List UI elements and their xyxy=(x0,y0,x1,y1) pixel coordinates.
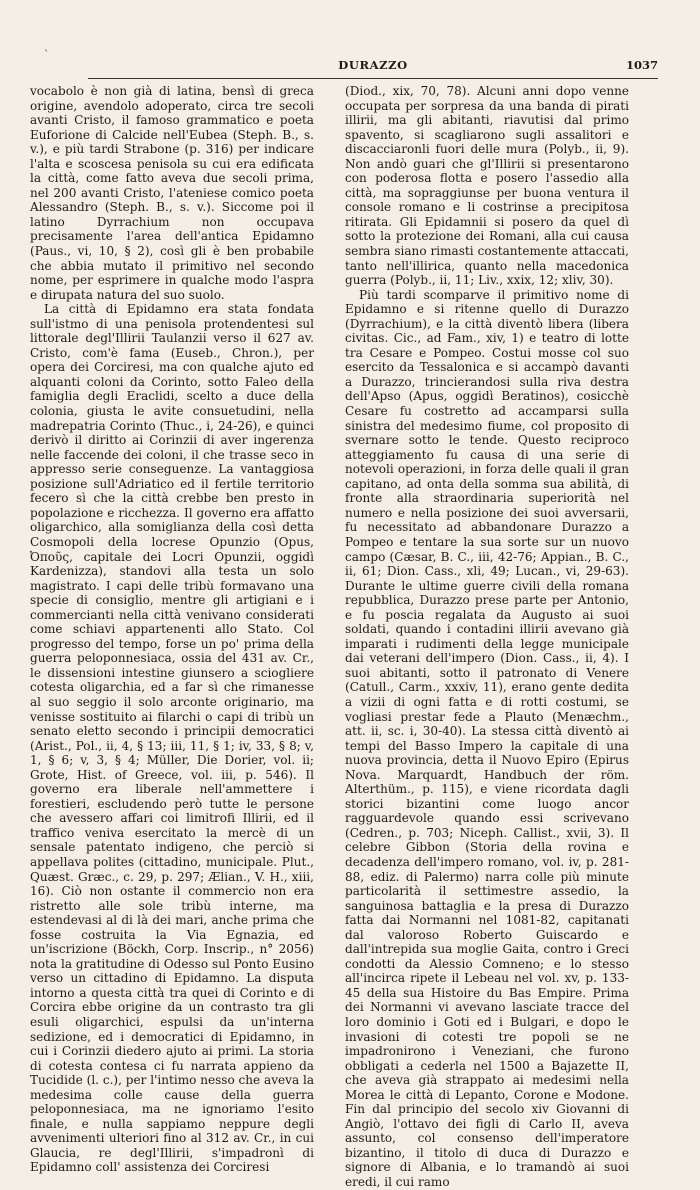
paragraph: Più tardi scomparve il primitivo nome di Epidamno e si ritenne quello di Durazzo (Dyrrachium), e la città diventò libera (libera civitas. Cic., ad Fam., xiv, 1) e teatro di lotte tra Cesare e Pompeo. Costui mosse col suo esercito da Tessalonica e si accampò davanti a Durazzo, trincierandosi sulla riva destra dell'Apso (Apus, oggidì Beratinos), cosicchè Cesare fu costretto ad accamparsi sulla sinistra del medesimo fiume, col proposito di svernare sotto le tende. Questo reciproco atteggiamento fu causa di una serie di notevoli operazioni, in forza delle quali il gran capitano, ad onta della somma sua abilità, di fronte alla straordinaria superiorità nel numero e nella posizione dei suoi avversarii, fu necessitato ad abbandonare Durazzo a Pompeo e tentare la sua sorte sur un nuovo campo (Cæsar, B. C., iii, 42-76; Appian., B. C., ii, 61; Dion. Cass., xli, 49; Lucan., vi, 29-63). Durante le ultime guerre civili della romana repubblica, Durazzo prese parte per Antonio, e fu poscia regalata da Augusto ai suoi soldati, quando i contadini illirii avevano già imparati i rudimenti della legge municipale dai veterani dell'impero (Dion. Cass., ii, 4). I suoi abitanti, sotto il patronato di Venere (Catull., Carm., xxxiv, 11), erano gente dedita a vizii di ogni fatta e di rotti costumi, se vogliasi prestar fede a Plauto (Menæchm., att. ii, sc. i, 30-40). La stessa città diventò ai tempi del Basso Impero la capitale di una nuova provincia, detta il Nuovo Epiro (Epirus Nova. Marquardt, Handbuch der röm. Alterthüm., p. 115), e viene ricordata dagli storici bizantini come luogo ancor ragguardevole quando essi scrivevano (Cedren., p. 703; Niceph. Callist., xvii, 3). Il celebre Gibbon (Storia della rovina e decadenza dell'impero romano, vol. iv, p. 281-88, ediz. di Palermo) narra colle più minute particolarità il settimestre assedio, la sanguinosa battaglia e la presa di Durazzo fatta dai Normanni nel 1081-82, capitanati dal valoroso Roberto Guiscardo e dall'intrepida sua moglie Gaita, contro i Greci condotti da Alessio Comneno; e lo stesso all'incirca ripete il Lebeau nel vol. xv, p. 133-45 della sua Histoire du Bas Empire. Prima dei Normanni vi avevano lasciate tracce del loro dominio i Goti ed i Bulgari, e dopo le invasioni di cotesti tre popoli se ne impadronirono i Veneziani, che furono obbligati a cederla nel 1500 a Bajazette II, che aveva già strappato ai medesimi nella Morea le città di Lepanto, Corone e Modone. Fin dal principio del secolo xiv Giovanni di Angiò, l'ottavo dei figli di Carlo II, aveva assunto, col consenso dell'imperatore bizantino, il titolo di duca di Durazzo e signore di Albania, e lo tramandò ai suoi eredi, il cui ramo xyxy=(345,287,629,1190)
left-column xyxy=(30,84,314,1175)
right-column xyxy=(345,84,629,1190)
paragraph: La città di Epidamno era stata fondata sull'istmo di una penisola protendentesi sul littorale degl'Illirii Taulanzii verso il 627 av. Cristo, com'è fama (Euseb., Chron.), per opera dei Corciresi, ma con qualche ajuto ed alquanti coloni da Corinto, sotto Faleo della famiglia degli Eraclidi, scelto a duce della colonia, giusta le avite consuetudini, nella madrepatria Corinto (Thuc., i, 24-26), e quinci derivò il diritto ai Corinzii di aver ingerenza nelle faccende dei coloni, il che trasse seco in appresso serie conseguenze. La vantaggiosa posizione sull'Adriatico ed il fertile territorio fecero sì che la città crebbe ben presto in popolazione e ricchezza. Il governo era affatto oligarchico, alla somiglianza della così detta Cosmopoli della locrese Opunzio (Opus, Ὀποῦς, capitale dei Locri Opunzii, oggidì Kardenizza), standovi alla testa un solo magistrato. I capi delle tribù formavano una specie di consiglio, mentre gli artigiani e i commercianti nella città venivano considerati come schiavi appartenenti allo Stato. Col progresso del tempo, forse un po' prima della guerra peloponnesiaca, ossia del 431 av. Cr., le dissensioni intestine giunsero a sciogliere cotesta oligarchia, ed a far sì che rimanesse al suo seggio il solo arconte originario, ma venisse sostituito ai filarchi o capi di tribù un senato eletto secondo i principii democratici (Arist., Pol., ii, 4, § 13; iii, 11, § 1; iv, 33, § 8; v, 1, § 6; v, 3, § 4; Müller, Die Dorier, vol. ii; Grote, Hist. of Greece, vol. iii, p. 546). Il governo era liberale nell'ammettere i forestieri, escludendo però tutte le persone che avessero affari coi limitrofi Illirii, ed il traffico veniva esercitato la mercè di un sensale patentato indigeno, che perciò si appellava polites (cittadino, municipale. Plut., Quæst. Græc., c. 29, p. 297; Ælian., V. H., xiii, 16). Ciò non ostante il commercio non era ristretto alle sole tribù interne, ma estendevasi al di là dei mari, anche prima che fosse costruita la Via Egnazia, ed un'iscrizione (Böckh, Corp. Inscrip., n° 2056) nota la gratitudine di Odesso sul Ponto Eusino verso un cittadino di Epidamno. La disputa intorno a questa città tra quei di Corinto e di Corcira ebbe origine da un contrasto tra gli esuli oligarchici, espulsi da un'interna sedizione, ed i democratici di Epidamno, in cui i Corinzii diedero ajuto ai primi. La storia di cotesta contesa ci fu narrata appieno da Tucidide (l. c.), per l'intimo nesso che aveva la medesima colle cause della guerra peloponnesiaca, ma ne ignoriamo l'esito finale, e nulla sappiamo neppure degli avvenimenti ulteriori fino al 312 av. Cr., in cui Glaucia, re degl'Illirii, s'impadronì di Epidamno coll' assistenza dei Corciresi xyxy=(30,302,314,1175)
page-title: DURAZZO xyxy=(338,58,408,72)
corner-mark: ` xyxy=(44,50,49,61)
header-rule xyxy=(88,78,658,79)
running-head xyxy=(88,58,658,76)
paragraph: vocabolo è non già di latina, bensì di greca origine, avendolo adoperato, circa tre secoli avanti Cristo, il famoso grammatico e poeta Euforione di Calcide nell'Eubea (Steph. B., s. v.), e più tardi Strabone (p. 316) per indicare l'alta e scoscesa penisola su cui era edificata la città, come fatto aveva due secoli prima, nel 200 avanti Cristo, l'ateniese comico poeta Alessandro (Steph. B., s. v.). Siccome poi il latino Dyrrachium non occupava precisamente l'area dell'antica Epidamno (Paus., vi, 10, § 2), così gli è ben probabile che abbia mutato il primitivo nel secondo nome, per esprimere in qualche modo l'aspra e dirupata natura del suo suolo. xyxy=(30,84,314,302)
page-number: 1037 xyxy=(625,58,658,72)
paragraph: (Diod., xix, 70, 78). Alcuni anni dopo venne occupata per sorpresa da una banda di pirati illirii, ma gli abitanti, riavutisi dal primo spavento, si scagliarono sugli assalitori e discacciaronli fuori delle mura (Polyb., ii, 9). Non andò guari che gl'Illirii si presentarono con poderosa flotta e posero l'assedio alla città, ma sopraggiunse per buona ventura il console romano e li costrinse a precipitosa ritirata. Gli Epidamnii si posero da quel dì sotto la protezione dei Romani, alla cui causa sembra siano rimasti costantemente attaccati, tanto nell'illirica, quanto nella macedonica guerra (Polyb., ii, 11; Liv., xxix, 12; xliv, 30). xyxy=(345,84,629,288)
